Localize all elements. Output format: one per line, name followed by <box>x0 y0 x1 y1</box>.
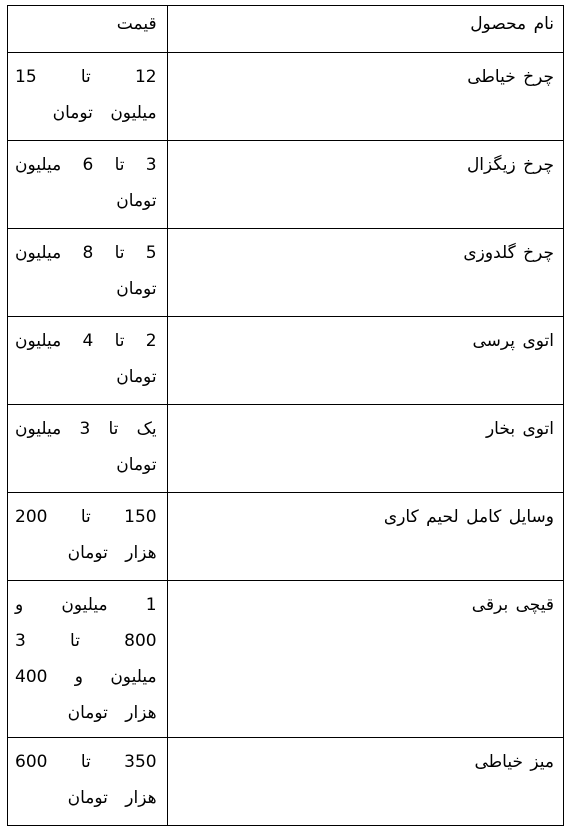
table-row <box>8 581 564 738</box>
price-cell: 1 میلیون و 800 تا 3 میلیون و 400 هزار تومان <box>8 581 168 738</box>
product-name-cell: چرخ گلدوزی <box>167 229 563 317</box>
price-cell: 2 تا 4 میلیون تومان <box>8 317 168 405</box>
table-header-row <box>8 6 564 53</box>
product-name-cell: اتوی بخار <box>167 405 563 493</box>
table-row <box>8 141 564 229</box>
table-row <box>8 317 564 405</box>
product-name-cell: میز خیاطی <box>167 738 563 826</box>
table-row <box>8 493 564 581</box>
product-name-cell: چرخ زیگزال <box>167 141 563 229</box>
price-table <box>7 5 564 826</box>
table-row <box>8 229 564 317</box>
header-price: قیمت <box>8 6 168 53</box>
product-name-cell: قیچی برقی <box>167 581 563 738</box>
price-cell: 3 تا 6 میلیون تومان <box>8 141 168 229</box>
table-row <box>8 405 564 493</box>
price-cell: 150 تا 200 هزار تومان <box>8 493 168 581</box>
table-row <box>8 738 564 826</box>
header-product-name: نام محصول <box>167 6 563 53</box>
product-name-cell: چرخ خیاطی <box>167 53 563 141</box>
product-name-cell: اتوی پرسی <box>167 317 563 405</box>
price-cell: 5 تا 8 میلیون تومان <box>8 229 168 317</box>
product-name-cell: وسایل کامل لحیم کاری <box>167 493 563 581</box>
price-cell: 12 تا 15 میلیون تومان <box>8 53 168 141</box>
price-cell: 350 تا 600 هزار تومان <box>8 738 168 826</box>
price-cell: یک تا 3 میلیون تومان <box>8 405 168 493</box>
table-row <box>8 53 564 141</box>
